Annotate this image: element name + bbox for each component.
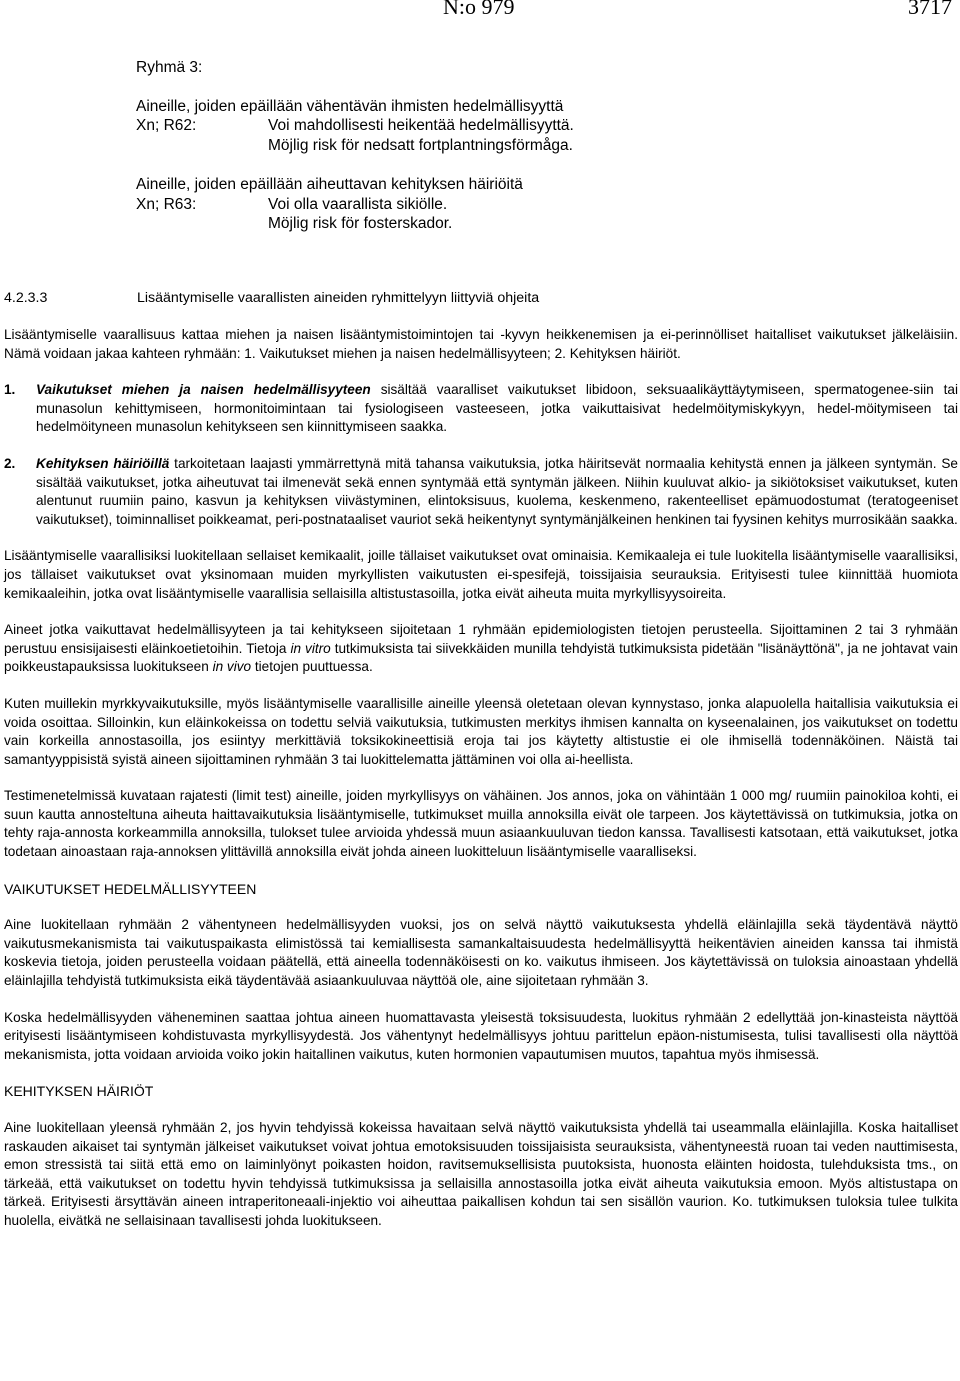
- section-title: Lisääntymiselle vaarallisten aineiden ryhmittelyyn liittyviä ohjeita: [137, 290, 540, 306]
- r63-code: Xn; R63:: [136, 195, 197, 213]
- r62-line: [136, 116, 736, 136]
- paragraph-development-category: Aine luokitellaan yleensä ryhmään 2, jos hyvin tehdyissä kokeissa havaitaan selvä näyttö vaikutuksista yhdellä tai useammalla eläinlajilla. Koska haitalliset raskauden aikaiset tai syntymän jälkeiset vaikutukset voivat johtua emotoksisuuden toissijaisista seurauksista, vähentyneestä ruoan tai veden nauttimisesta, emon stressistä tai siitä että emo on laiminlyönyt poikasten hoidon, ravitsemuksellisista puutoksista, huonosta eläinten hoidosta, tulehduksista tms., on tärkeää, että vaikutukset on todettu hyvin tehdyissä tutkimuksissa ja sellaisilla annostasoilla jotka eivät aiheuta vaikutuksia emoon. Myös altistustapa on tärkeä. Erityisesti ärsyttävän aineen intraperitoneaali-injektio voi aiheuttaa paikallisen kohdun tai sen sisällön vaurion. Ko. tutkimuksen tuloksia tulee tulkita huolella, eivätkä ne sellaisinaan tavallisesti johda luokitukseen.: [4, 1120, 958, 1228]
- list-item-2-label: 2.: [4, 455, 16, 471]
- paragraph-categories-part-a: Aineet jotka vaikuttavat hedelmällisyyteen ja tai kehitykseen sijoitetaan 1 ryhmään epidemiologisten tietojen perusteella. Sijoittaminen 2 tai 3 ryhmään perustuu ensisijaisesti eläinkoetietoihin. Tietoja: [4, 622, 958, 656]
- r62-intro: Aineille, joiden epäillään vähentävän ihmisten hedelmällisyyttä: [136, 97, 564, 115]
- r62-finnish: Voi mahdollisesti heikentää hedelmällisyyttä.: [268, 117, 574, 134]
- r63-swedish: Möjlig risk för fosterskador.: [268, 215, 453, 232]
- paragraph-categories-part-c: tietojen puuttuessa.: [251, 659, 373, 675]
- paragraph-fertility-category: Aine luokitellaan ryhmään 2 vähentyneen hedelmällisyyden vuoksi, jos on selvä näyttö vaikutuksesta yhdellä eläinlajilla sekä täydentävä näyttö vaikutusmekanismista tai vaikutuspaikasta elimistössä tai kemiallisesta samankaltaisuudesta hedelmällisyyttä heikentävien aineiden kanssa tai ihmistä koskevia tietoja, joiden perusteella voidaan päätellä, että aineella todennäköisesti on ko. vaikutus ihmiseen. Jos käytettävissä on tuloksia ainoastaan yhdellä eläinlajilla tehdyistä tutkimuksista eikä täydentävää asiaankuuluvaa näyttöä ole, aine sijoitetaan ryhmään 3.: [4, 917, 958, 989]
- list-item-fertility: [4, 381, 958, 437]
- paragraph-intro: Lisääntymiselle vaarallisuus kattaa miehen ja naisen lisääntymistoimintojen tai -kyvyn heikkenemisen ja ei-perinnölliset haitalliset vaikutukset jälkeläisiin. Nämä voidaan jakaa kahteen ryhmään: 1. Vaikutukset miehen ja naisen hedelmällisyyteen; 2. Kehityksen häiriöt.: [4, 327, 958, 361]
- r62-swedish-line: [136, 136, 736, 156]
- list-item-2-term: Kehityksen häiriöillä: [36, 455, 170, 471]
- r62-swedish: Möjlig risk för nedsatt fortplantningsförmåga.: [268, 136, 573, 154]
- page-header: [0, 0, 960, 24]
- paragraph-fertility-toxicity: Koska hedelmällisyyden väheneminen saattaa johtua aineen huomattavasta yleisestä toksisuudesta, luokitus ryhmään 2 edellyttää jon-kinasteista näyttöä erityisesti lisääntymiseen kohdistuvasta myrkyllisyydestä. Jos vähentynyt hedelmällisyys johtuu parittelun epäon-nistumisesta, tulisi tavallisesti olla näyttöä mekanismista, jotta voidaan arvioida voiko jokin haitallinen vaikutus, kuten hormonien vapautumisen muutos, tapahtua myös ihmisessä.: [4, 1009, 958, 1062]
- r63-line: [136, 195, 736, 215]
- section-heading: [4, 289, 539, 308]
- heading-development: KEHITYKSEN HÄIRIÖT: [4, 1083, 154, 1100]
- r63-swedish-line: [136, 214, 736, 234]
- section-body: [4, 326, 958, 1249]
- paragraph-threshold: Kuten muillekin myrkkyvaikutuksille, myös lisääntymiselle vaarallisille aineille yleensä oletetaan olevan kynnystaso, jonka alapuolella haitallisia vaikutuksia ei voida osoittaa. Silloinkin, kun eläinkokeissa on todettu selviä vaikutuksia, tutkimusten merkitys ihmisen kannalta on kyseenalainen, jos vaikutukset on todettu vain korkeilla annostasoilla, jos esiintyy merkittäviä toksikokineettisiä eroja tai jos käytetty altistustie ei ole ihmisellä todennäköinen. Näistä tai samantyyppisistä syistä aineen sijoittaminen ryhmään 3 tai luokittelematta jättäminen voi olla ai-heellista.: [4, 695, 958, 767]
- group-3-block: [136, 58, 736, 234]
- paragraph-classification: Lisääntymiselle vaarallisiksi luokitellaan sellaiset kemikaalit, joille tällaiset vaikutukset ovat ominaisia. Kemikaaleja ei tule luokitella lisääntymiselle vaarallisiksi, jos tällaiset vaikutukset ovat yksinomaan muiden myrkyllisten vaikutusten ei-spesifejä, toissijaisia seurauksia. Erityisesti tulee kiinnittää huomiota kemikaaleihin, jotka ovat lisääntymiselle vaarallisia sellaisilla altistustasoilla, jotka eivät aiheuta muita myrkyllisyysoireita.: [4, 548, 958, 601]
- r63-finnish: Voi olla vaarallista sikiölle.: [268, 195, 448, 213]
- list-item-1-label: 1.: [4, 382, 16, 398]
- page-number: 3717: [908, 0, 952, 19]
- section-number: 4.2.3.3: [4, 290, 48, 306]
- r63-intro: Aineille, joiden epäillään aiheuttavan kehityksen häiriöitä: [136, 176, 523, 193]
- paragraph-categories-part-b: tutkimuksista tai siivekkäiden munilla tehdyistä tutkimuksista pidetään "lisänäyttönä", ja ne johtavat vain poikkeustapauksissa luokitukseen: [4, 640, 958, 675]
- list-item-1-text: sisältää vaaralliset vaikutukset libidoon, seksuaalikäyttäytymiseen, spermatogenee-siin tai munasolun kehittymiseen, hormonitoimintaan tai fysiologiseen vasteeseen, jotka vaikuttaisivat hedelmöitymiskykyyn, hedel-möitymiseen tai hedelmöityneen munasolun kehitykseen sen kiinnittymiseen saakka.: [36, 382, 958, 435]
- list-item-development: [4, 455, 958, 529]
- list-item-2-text: tarkoitetaan laajasti ymmärrettynä mitä tahansa vaikutuksia, jotka häiritsevät normaalia kehitystä ennen ja jälkeen syntymän. Se sisältää vaikutukset, jotka aiheutuvat tai ilmenevät sekä ennen syntymää että syntymän jälkeen. Niihin kuuluvat alkio- ja sikiötoksiset vaikutukset, kuten alentunut ruumiin paino, kasvun ja kehityksen viivästyminen, elintoksisuus, kuolema, keskenmeno, rakenteelliset epämuodostumat (teratogeeniset vaikutukset), toiminnalliset poikkeamat, peri-postnataaliset vauriot sekä heikentynyt syntymänjälkeinen henkinen tai fyysinen kehitys murrosikään saakka.: [36, 455, 958, 527]
- heading-fertility: VAIKUTUKSET HEDELMÄLLISYYTEEN: [4, 880, 257, 897]
- r62-code: Xn; R62:: [136, 117, 197, 134]
- group-3-title: Ryhmä 3:: [136, 59, 203, 76]
- in-vitro-term: in vitro: [290, 640, 331, 656]
- in-vivo-term: in vivo: [212, 659, 252, 675]
- list-item-1-term: Vaikutukset miehen ja naisen hedelmällisyyteen: [36, 382, 371, 398]
- statute-number: N:o 979: [443, 0, 515, 19]
- paragraph-limit-test: Testimenetelmissä kuvataan rajatesti (limit test) aineille, joiden myrkyllisyys on vähäinen. Jos annos, joka on vähintään 1 000 mg/ ruumiin painokiloa kohti, ei suun kautta annosteltuna aiheuta haittavaikutuksia lisääntymiselle, tutkimukset muilla annoksilla eivät ole tarpeen. Jos käytettävissä on tutkimuksia, jotka on tehty raja-annosta korkeammilla annoksilla, tulokset tulee arvioida yhdessä muun asiaankuuluvan tiedon kanssa. Tavallisesti katsotaan, että vaikutukset, jotka todetaan ainoastaan raja-annoksen ylittävillä annoksilla eivät johda aineen luokitteluun lisääntymiselle vaaralliseksi.: [4, 788, 958, 860]
- paragraph-categories: [4, 621, 958, 677]
